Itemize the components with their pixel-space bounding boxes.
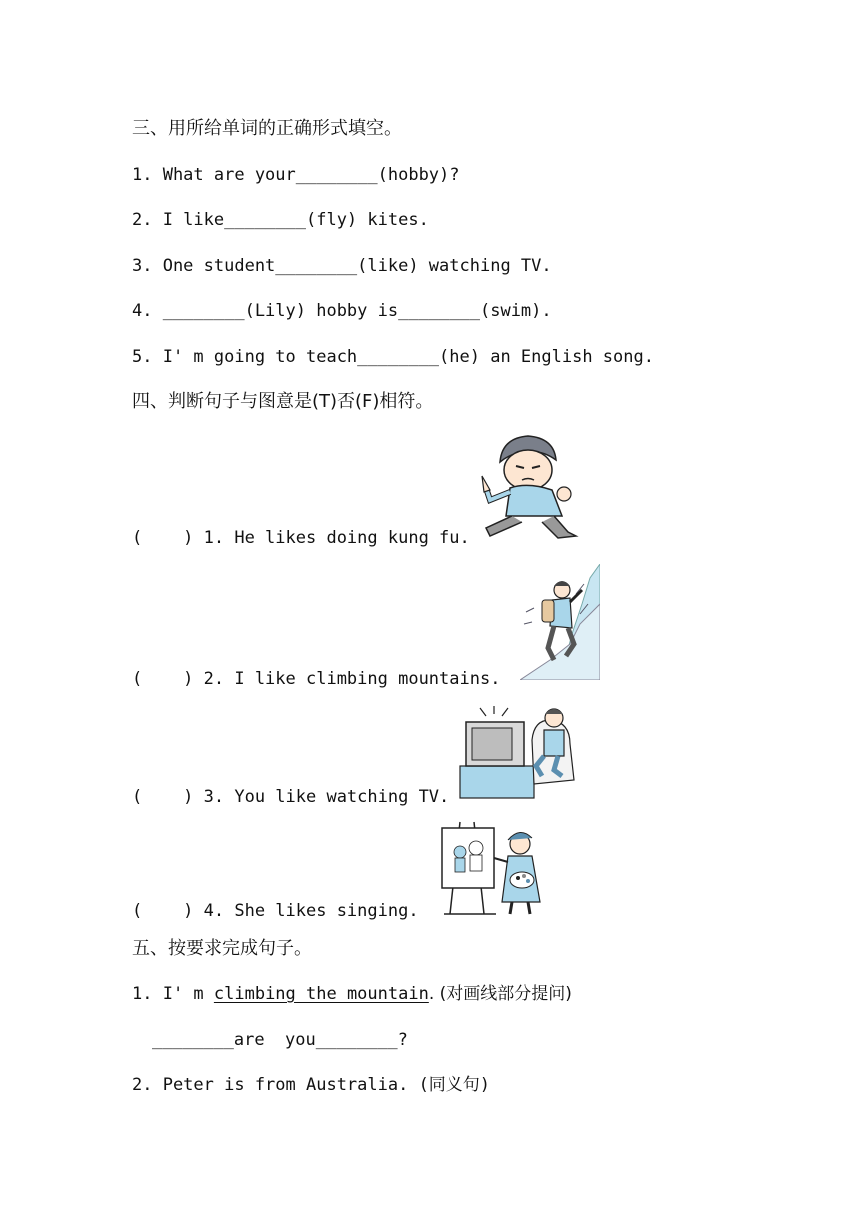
section3-item-2: 2. I like________(fly) kites.	[132, 210, 429, 230]
section5-item-1-underlined: climbing the mountain	[213, 984, 429, 1004]
section3-item-4: 4. ________(Lily) hobby is________(swim).	[132, 301, 552, 321]
section5-item-1-suffix: . (对画线部分提问)	[428, 984, 572, 1004]
mountain-climber-image	[520, 564, 600, 680]
section3-item-5: 5. I' m going to teach________(he) an English song.	[132, 347, 654, 367]
section4-heading: 四、判断句子与图意是(T)否(F)相符。	[132, 391, 434, 412]
section5-item-2: 2. Peter is from Australia. (同义句)	[132, 1075, 491, 1095]
tv-watcher-image	[458, 700, 582, 800]
section5-item-1-prefix: 1. I' m	[132, 984, 214, 1004]
section5-heading: 五、按要求完成句子。	[132, 938, 312, 959]
section4-item-1: ( ) 1. He likes doing kung fu.	[132, 528, 470, 548]
section5-item-1-answer: ________are you________?	[152, 1030, 408, 1050]
section5-item-1	[132, 982, 572, 1006]
section4-item-4: ( ) 4. She likes singing.	[132, 901, 419, 921]
section3-heading: 三、用所给单词的正确形式填空。	[132, 118, 402, 139]
painting-girl-image	[430, 818, 546, 916]
section4-item-3: ( ) 3. You like watching TV.	[132, 787, 450, 807]
section3-item-1: 1. What are your________(hobby)?	[132, 165, 460, 185]
section3-item-3: 3. One student________(like) watching TV.	[132, 256, 552, 276]
kungfu-boy-image	[472, 432, 584, 540]
section4-item-2: ( ) 2. I like climbing mountains.	[132, 669, 501, 689]
